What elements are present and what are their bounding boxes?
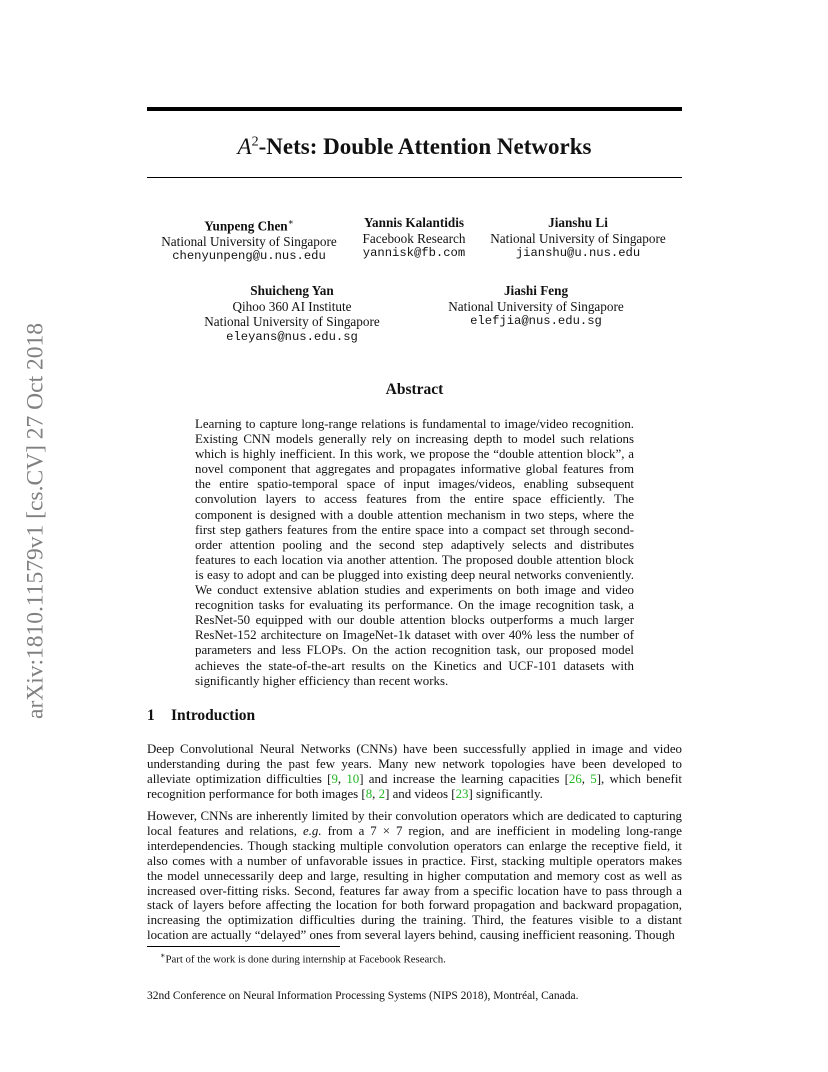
author-name: Shuicheng Yan — [250, 283, 334, 298]
author-affiliation-2: National University of Singapore — [204, 314, 380, 329]
citation-link[interactable]: 10 — [346, 771, 360, 786]
title-rule — [147, 177, 682, 178]
author-name: Jiashi Feng — [503, 283, 569, 298]
citation-link[interactable]: 8 — [365, 786, 373, 801]
author-email: eleyans@nus.edu.sg — [226, 329, 358, 344]
author-name: Yunpeng Chen — [204, 218, 288, 234]
citation-link[interactable]: 26 — [568, 771, 582, 786]
author-affiliation: National University of Singapore — [161, 233, 337, 249]
top-rule — [147, 107, 682, 111]
arxiv-stamp: arXiv:1810.11579v1 [cs.CV] 27 Oct 2018 — [22, 323, 49, 719]
author-affiliation: National University of Singapore — [490, 230, 666, 246]
author-block — [490, 215, 665, 262]
author-name: Jianshu Li — [548, 215, 608, 230]
intro-paragraph-2: However, CNNs are inherently limited by their convolution operators which are dedicated to capturing local features and relations, e.g. from a 7 × 7 region, and are inefficient in modeling long-range interdependencies. Though stacking multiple convolution operators can enlarge the receptive field, it also comes with a number of unfavorable issues in practice. First, stacking multiple operators makes the model unnecessarily deep and large, resulting in higher computation and memory cost as well as increased over-fitting risks. Second, features far away from a specific location have to pass through a stack of layers before affecting the location for both forward propagation and backward propagation, increasing the optimization difficulties during the training. Third, the features visible to a distant location are actually “delayed” ones from several layers behind, causing inefficient reasoning. Though — [147, 809, 682, 943]
footnote: ∗Part of the work is done during internship at Facebook Research. — [160, 951, 446, 966]
citation-link[interactable]: 23 — [455, 786, 469, 801]
citation-link[interactable]: 5 — [590, 771, 597, 786]
author-affiliation: National University of Singapore — [448, 298, 624, 314]
intro-paragraph-1: Deep Convolutional Neural Networks (CNNs) have been successfully applied in image and video understanding during the past few years. Many new network topologies have been developed to alleviate optimization difficulties [9, 10] and increase the learning capacities [26, 5], which benefit recognition performance for both images [8, 2] and videos [23] significantly. — [147, 742, 682, 801]
author-block — [448, 283, 623, 330]
conference-footer: 32nd Conference on Neural Information Processing Systems (NIPS 2018), Montréal, Canada. — [147, 990, 579, 1002]
author-name: Yannis Kalantidis — [363, 215, 465, 230]
abstract-heading: Abstract — [385, 381, 444, 398]
author-block: Yunpeng Chen∗ National University of Singapore chenyunpeng@u.nus.edu — [161, 217, 337, 264]
author-affiliation: Facebook Research — [362, 230, 466, 246]
author-block — [204, 283, 379, 345]
citation-link[interactable]: 9 — [331, 771, 338, 786]
author-block — [363, 215, 466, 262]
author-email: chenyunpeng@u.nus.edu — [172, 249, 326, 264]
section-heading: 1 Introduction — [147, 707, 256, 724]
author-email: yannisk@fb.com — [362, 246, 466, 260]
author-email: jianshu@u.nus.edu — [515, 246, 641, 260]
author-email: elefjia@nus.edu.sg — [470, 314, 602, 328]
author-affiliation: Qihoo 360 AI Institute — [232, 298, 352, 314]
abstract-text: Learning to capture long-range relations is fundamental to image/video recognition. Existing CNN models generally rely on increasing depth to model such relations which is highly inefficient. In this work, we propose the “double attention block”, a novel component that aggregates and propagates informative global features from the entire spatio-temporal space of input images/videos, enabling subsequent convolution layers to access features from the entire space efficiently. The component is designed with a double attention mechanism in two steps, where the first step gathers features from the entire space into a compact set through second-order attention pooling and the second step adaptively selects and distributes features to each location via another attention. The proposed double attention block is easy to adopt and can be plugged into existing deep neural networks conveniently. We conduct extensive ablation studies and experiments on both image and video recognition tasks for evaluating its performance. On the image recognition task, a ResNet-50 equipped with our double attention blocks outperforms a much larger ResNet-152 architecture on ImageNet-1k dataset with over 40% less the number of parameters and less FLOPs. On the action recognition task, our proposed model achieves the state-of-the-art results on the Kinetics and UCF-101 datasets with significantly higher efficiency than recent works. — [195, 417, 634, 688]
footnote-rule — [147, 946, 340, 947]
citation-link[interactable]: 2 — [378, 786, 386, 801]
paper-title: $A^2$-Nets: Double Attention Networks — [237, 134, 592, 159]
